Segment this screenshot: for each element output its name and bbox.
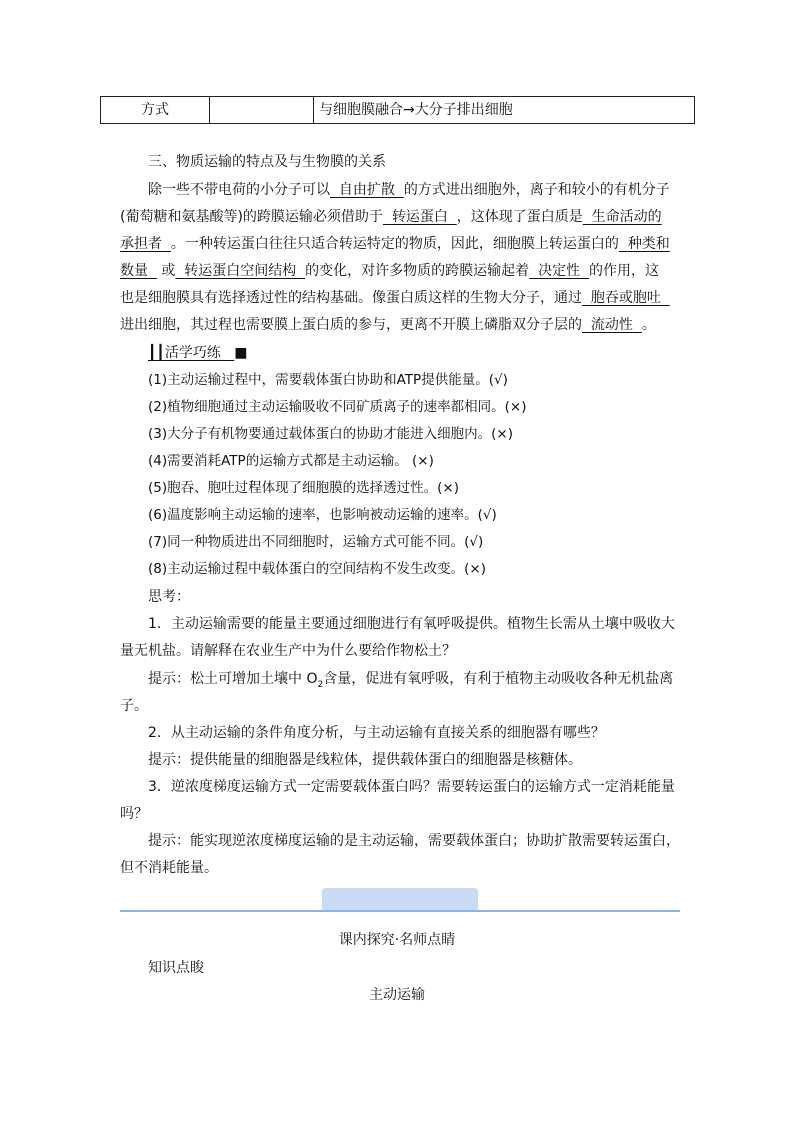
question-2: 2．从主动运输的条件角度分析，与主动运输有直接关系的细胞器有哪些？ bbox=[148, 725, 605, 741]
practice-heading-decor: ┃┃活学巧练 bbox=[148, 345, 221, 361]
section-heading: 三、物质运输的特点及与生物膜的关系 bbox=[148, 154, 386, 170]
paragraph-line: 承担者 。一种转运蛋白往往只适合转运特定的物质，因此，细胞膜上转运蛋白的 种类和 bbox=[120, 236, 670, 252]
question-1-line-1: 1．主动运输需要的能量主要通过细胞进行有氧呼吸提供。植物生长需从土壤中吸收大 bbox=[148, 616, 675, 632]
practice-item: (7)同一种物质进出不同细胞时，运输方式可能不同。(√) bbox=[148, 534, 484, 550]
practice-heading bbox=[148, 343, 708, 363]
blank-answer: 流动性 bbox=[590, 317, 633, 333]
blank-answer: 转运蛋白 bbox=[391, 209, 448, 225]
section-banner-rule bbox=[120, 910, 680, 912]
practice-item: (8)主动运输过程中载体蛋白的空间结构不发生改变。(×) bbox=[148, 561, 486, 577]
table-row-method bbox=[100, 96, 695, 124]
blank-answer: 承担者 bbox=[120, 236, 162, 252]
question-3-line-1: 3．逆浓度梯度运输方式一定需要载体蛋白吗？需要转运蛋白的运输方式一定消耗能量 bbox=[148, 779, 675, 795]
answer-1-line-1: 提示：松土可增加土壤中 $O_2$含量，促进有氧呼吸，有利于植物主动吸收各种无机盐离 bbox=[148, 671, 674, 690]
paragraph-line: (葡萄糖和氨基酸等)的跨膜运输必须借助于 转运蛋白 ，这体现了蛋白质是 生命活动的 bbox=[120, 209, 662, 225]
answer-3-line-2: 但不消耗能量。 bbox=[120, 860, 218, 876]
thinking-label: 思考： bbox=[148, 589, 190, 605]
practice-item: (4)需要消耗ATP的运输方式都是主动运输。 (×) bbox=[148, 453, 434, 469]
paragraph-line: 也是细胞膜具有选择透过性的结构基础。像蛋白质这样的生物大分子，通过 胞吞或胞吐 bbox=[120, 288, 680, 308]
answer-1-line-2: 子。 bbox=[120, 698, 148, 714]
answer-3-line-1: 提示：能实现逆浓度梯度运输的是主动运输，需要载体蛋白；协助扩散需要转运蛋白， bbox=[148, 833, 680, 849]
square-icon: ■ bbox=[234, 345, 248, 361]
table-cell-label: 方式 bbox=[101, 97, 210, 123]
section-banner-tab bbox=[322, 888, 478, 910]
practice-item: (2)植物细胞通过主动运输吸收不同矿质离子的速率都相同。(×) bbox=[148, 399, 527, 415]
practice-item: (1)主动运输过程中，需要载体蛋白协助和ATP提供能量。(√) bbox=[148, 372, 508, 388]
blank-answer: 种类和 bbox=[627, 236, 670, 252]
practice-item: (6)温度影响主动运输的速率，也影响被动运输的速率。(√) bbox=[148, 507, 497, 523]
question-3-line-2: 吗？ bbox=[120, 806, 148, 822]
knowledge-subtitle: 主动运输 bbox=[369, 987, 425, 1003]
blank-answer: 数量 bbox=[120, 263, 148, 279]
paragraph-line: 进出细胞，其过程也需要膜上蛋白质的参与，更离不开膜上磷脂双分子层的 流动性 。 bbox=[120, 317, 656, 333]
knowledge-label: 知识点睃 bbox=[148, 960, 204, 976]
paragraph-line: 数量 或 转运蛋白空间结构 的变化，对许多物质的跨膜运输起着 决定性 的作用，这 bbox=[120, 263, 659, 279]
blank-answer: 决定性 bbox=[538, 263, 581, 279]
paragraph-line: 除一些不带电荷的小分子可以 自由扩散 的方式进出细胞外，离子和较小的有机分子 bbox=[148, 182, 670, 198]
practice-item: (5)胞吞、胞吐过程体现了细胞膜的选择透过性。(×) bbox=[148, 480, 459, 496]
bracket-icon: ┃┃ bbox=[148, 345, 165, 361]
blank-answer: 胞吞或胞吐 bbox=[590, 290, 661, 306]
table-cell-empty bbox=[209, 97, 314, 123]
blank-answer: 生命活动的 bbox=[591, 209, 662, 225]
blank-answer: 自由扩散 bbox=[338, 182, 395, 198]
section-banner-title: 课内探究·名师点睛 bbox=[338, 932, 456, 948]
blank-answer: 转运蛋白空间结构 bbox=[184, 263, 297, 279]
question-1-line-2: 量无机盐。请解释在农业生产中为什么要给作物松土？ bbox=[120, 643, 456, 659]
table-cell-description: 与细胞膜融合→大分子排出细胞 bbox=[319, 102, 513, 118]
answer-2: 提示：提供能量的细胞器是线粒体，提供载体蛋白的细胞器是核糖体。 bbox=[148, 752, 582, 768]
practice-item: (3)大分子有机物要通过载体蛋白的协助才能进入细胞内。(×) bbox=[148, 426, 513, 442]
